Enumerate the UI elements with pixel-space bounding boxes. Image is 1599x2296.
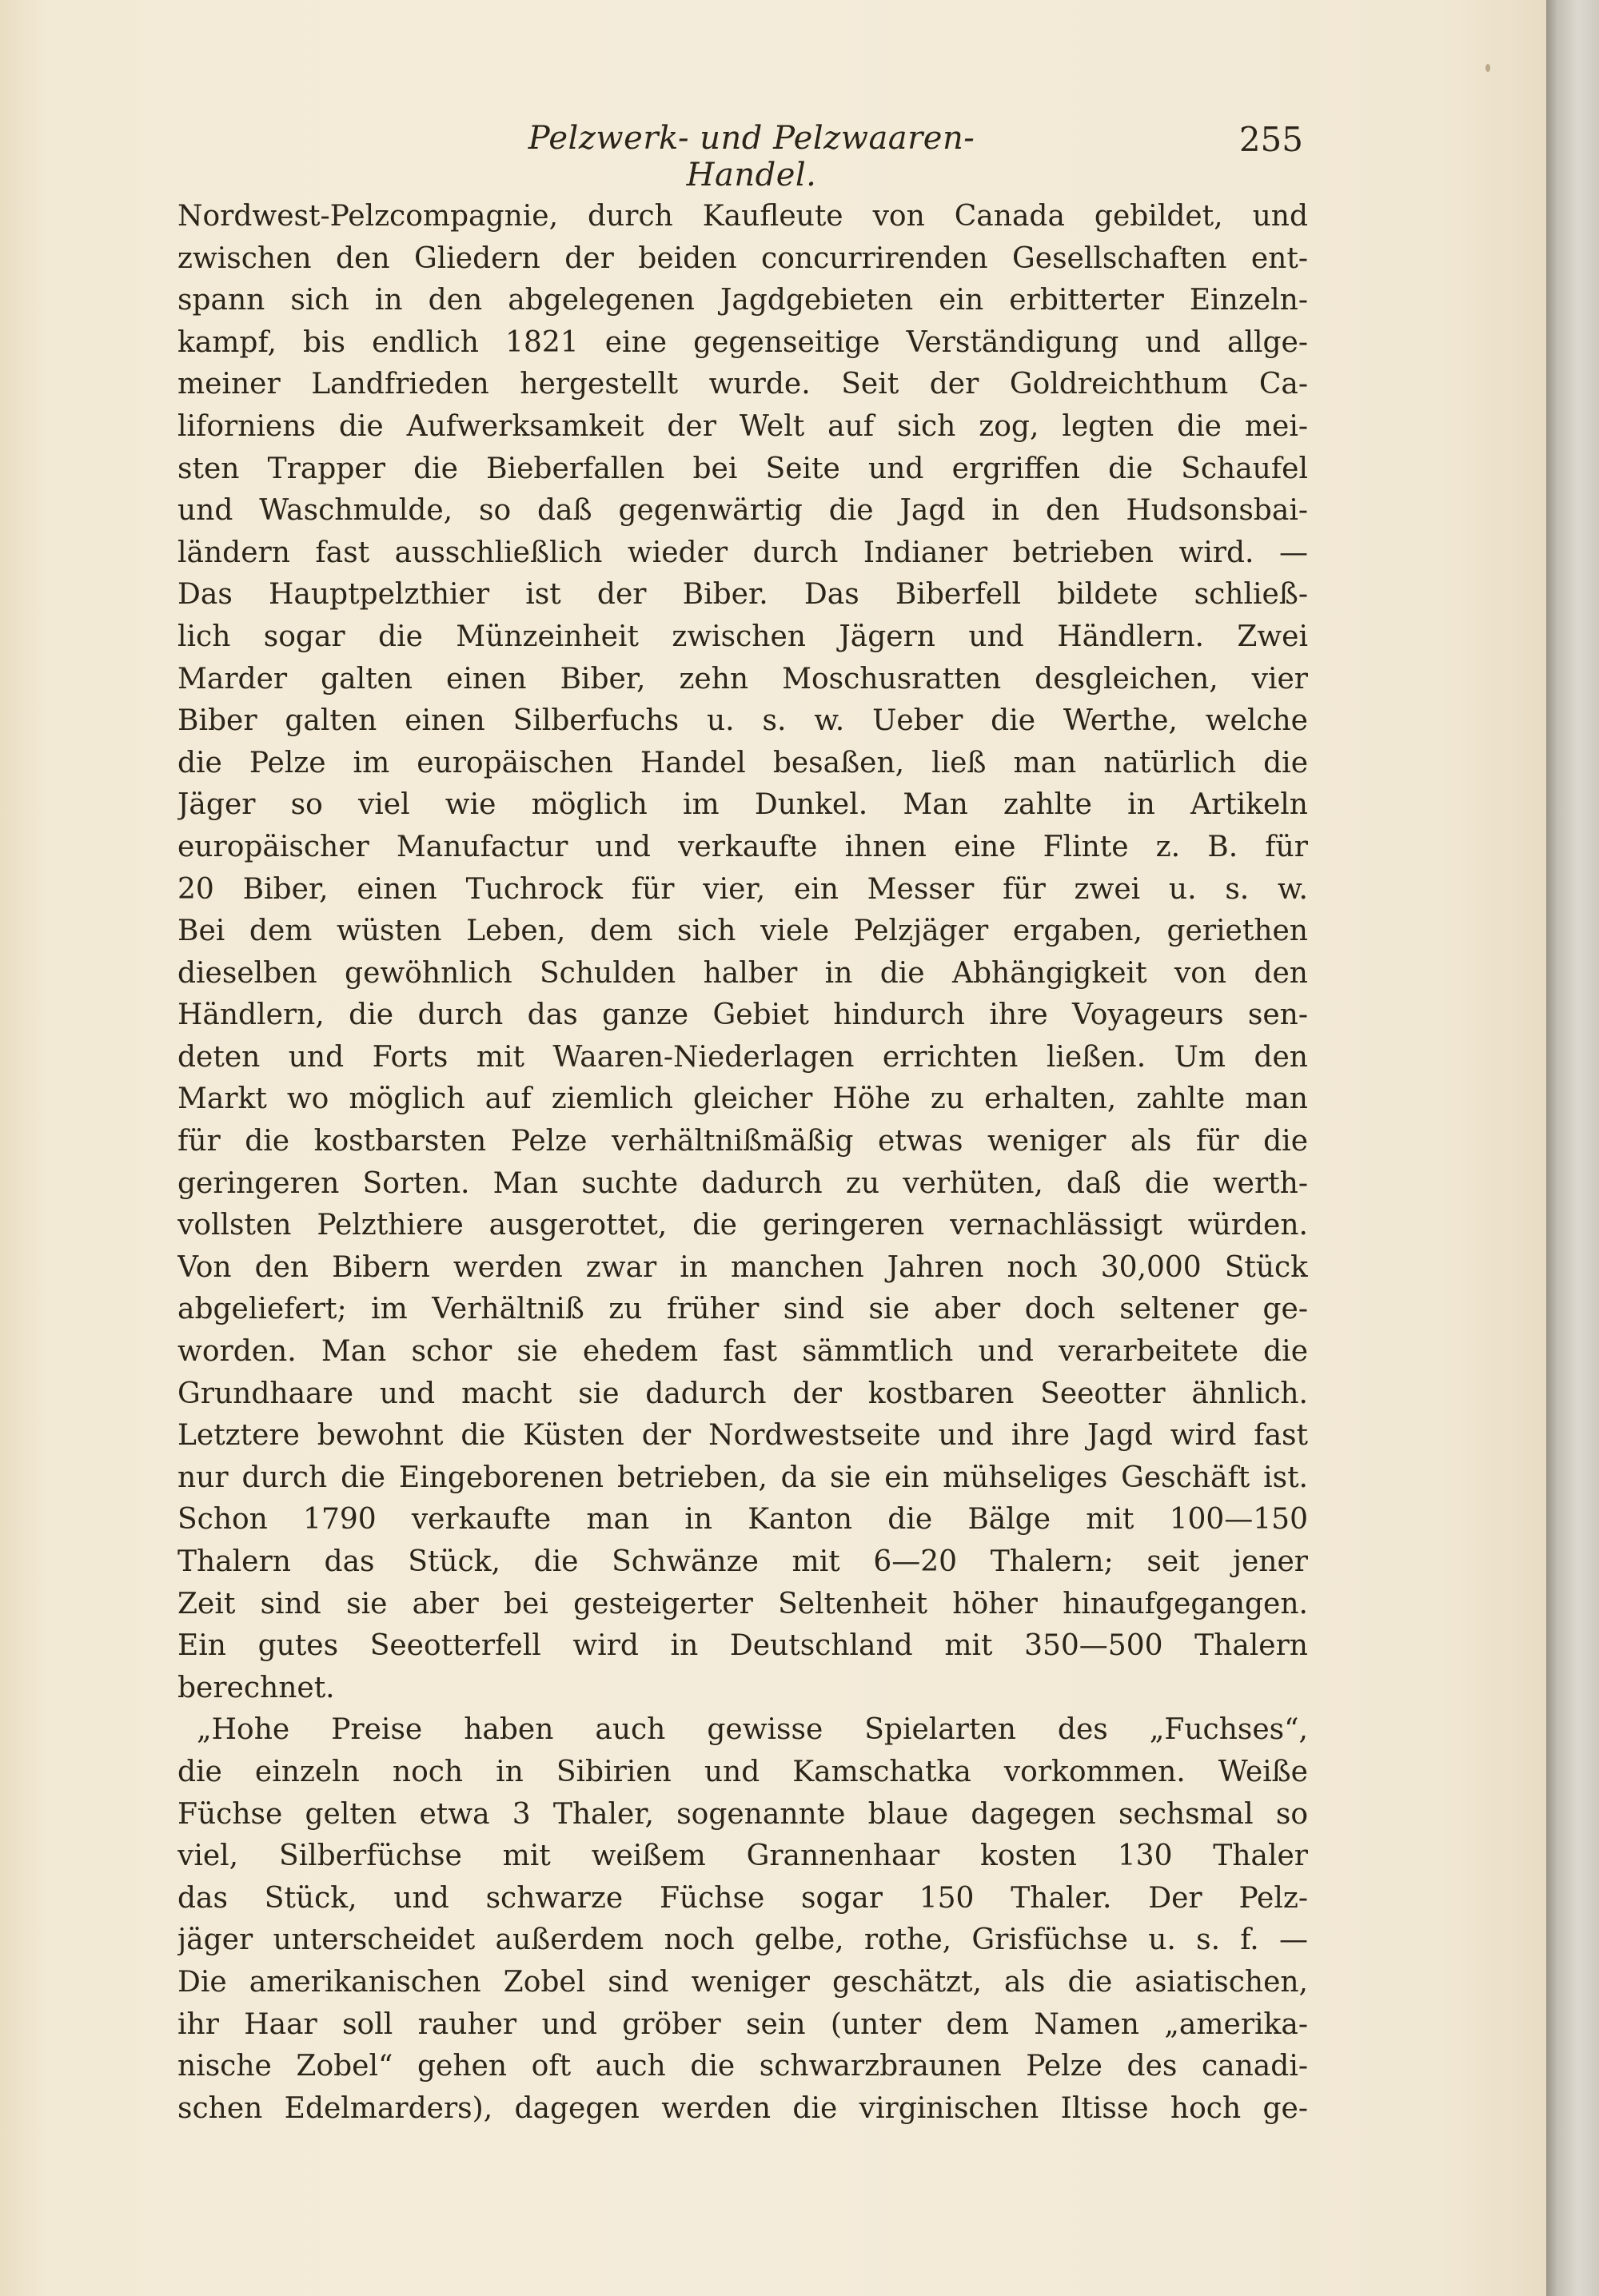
text-line: vollsten Pelzthiere ausgerottet, die geringeren vernachlässigt würden.	[177, 1209, 1308, 1242]
text-line: Ein gutes Seeotterfell wird in Deutschland mit 350—500 Thalern	[177, 1629, 1308, 1663]
text-line: „Hohe Preise haben auch gewisse Spielarten des „Fuchses“,	[197, 1713, 1308, 1747]
text-line: Biber galten einen Silberfuchs u. s. w. Ueber die Werthe, welche	[177, 704, 1308, 738]
text-line: nische Zobel“ gehen oft auch die schwarzbraunen Pelze des canadi-	[177, 2050, 1308, 2083]
text-line: jäger unterscheidet außerdem noch gelbe, rothe, Grisfüchse u. s. f. —	[177, 1923, 1308, 1957]
text-line: Schon 1790 verkaufte man in Kanton die Bälge mit 100—150	[177, 1503, 1308, 1537]
text-line: geringeren Sorten. Man suchte dadurch zu verhüten, daß die werth-	[177, 1166, 1308, 1200]
text-line: Marder galten einen Biber, zehn Moschusratten desgleichen, vier	[177, 662, 1308, 696]
text-line: liforniens die Aufwerksamkeit der Welt auf sich zog, legten die mei-	[177, 409, 1308, 443]
text-line: Thalern das Stück, die Schwänze mit 6—20 Thalern; seit jener	[177, 1545, 1308, 1578]
text-line: worden. Man schor sie ehedem fast sämmtlich und verarbeitete die	[177, 1335, 1308, 1369]
running-title: Pelzwerk- und Pelzwaaren-Handel.	[528, 120, 975, 193]
text-line: Nordwest-Pelzcompagnie, durch Kaufleute von Canada gebildet, und	[177, 200, 1308, 233]
text-line: Das Hauptpelzthier ist der Biber. Das Biberfell bildete schließ-	[177, 578, 1308, 612]
text-line: Zeit sind sie aber bei gesteigerter Seltenheit höher hinaufgegangen.	[177, 1587, 1308, 1620]
text-line: Markt wo möglich auf ziemlich gleicher Höhe zu erhalten, zahlte man	[177, 1082, 1308, 1116]
text-line: spann sich in den abgelegenen Jagdgebieten ein erbitterter Einzeln-	[177, 284, 1308, 317]
text-line: deten und Forts mit Waaren-Niederlagen errichten ließen. Um den	[177, 1040, 1308, 1074]
paper-speck	[1485, 64, 1490, 72]
text-line: Bei dem wüsten Leben, dem sich viele Pelzjäger ergaben, geriethen	[177, 915, 1308, 948]
text-line: nur durch die Eingeborenen betrieben, da sie ein mühseliges Geschäft ist.	[177, 1461, 1308, 1494]
text-line: 20 Biber, einen Tuchrock für vier, ein Messer für zwei u. s. w.	[177, 872, 1308, 906]
text-line: für die kostbarsten Pelze verhältnißmäßig etwas weniger als für die	[177, 1125, 1308, 1158]
paragraph-2	[177, 1709, 1308, 2130]
text-line: Händlern, die durch das ganze Gebiet hindurch ihre Voyageurs sen-	[177, 999, 1308, 1032]
text-line: Grundhaare und macht sie dadurch der kostbaren Seeotter ähnlich.	[177, 1377, 1308, 1410]
text-line: europäischer Manufactur und verkaufte ihnen eine Flinte z. B. für	[177, 830, 1308, 863]
text-line: berechnet.	[177, 1671, 335, 1704]
text-line: kampf, bis endlich 1821 eine gegenseitige Verständigung und allge-	[177, 325, 1308, 359]
text-line: Füchse gelten etwa 3 Thaler, sogenannte blaue dagegen sechsmal so	[177, 1797, 1308, 1831]
body-text	[177, 196, 1308, 2130]
text-line: ihr Haar soll rauher und gröber sein (unter dem Namen „amerika-	[177, 2007, 1308, 2041]
text-line: und Waschmulde, so daß gegenwärtig die Jagd in den Hudsonsbai-	[177, 494, 1308, 528]
text-line: Von den Bibern werden zwar in manchen Jahren noch 30,000 Stück	[177, 1250, 1308, 1284]
text-line: die einzeln noch in Sibirien und Kamschatka vorkommen. Weiße	[177, 1755, 1308, 1788]
page-number: 255	[1238, 120, 1303, 159]
page-edge-shadow	[1546, 0, 1599, 2296]
text-line: meiner Landfrieden hergestellt wurde. Seit der Goldreichthum Ca-	[177, 368, 1308, 401]
text-line: ländern fast ausschließlich wieder durch Indianer betrieben wird. —	[177, 536, 1308, 569]
paragraph-1	[177, 196, 1308, 1709]
text-line: abgeliefert; im Verhältniß zu früher sind sie aber doch seltener ge-	[177, 1293, 1308, 1326]
text-line: Jäger so viel wie möglich im Dunkel. Man zahlte in Artikeln	[177, 788, 1308, 822]
text-line: sten Trapper die Bieberfallen bei Seite und ergriffen die Schaufel	[177, 452, 1308, 485]
text-line: viel, Silberfüchse mit weißem Grannenhaar kosten 130 Thaler	[177, 1840, 1308, 1873]
text-line: das Stück, und schwarze Füchse sogar 150 Thaler. Der Pelz-	[177, 1881, 1308, 1915]
text-line: die Pelze im europäischen Handel besaßen, ließ man natürlich die	[177, 746, 1308, 779]
text-line: Die amerikanischen Zobel sind weniger geschätzt, als die asiatischen,	[177, 1965, 1308, 1999]
text-line: Letztere bewohnt die Küsten der Nordwestseite und ihre Jagd wird fast	[177, 1419, 1308, 1453]
text-line: schen Edelmarders), dagegen werden die virginischen Iltisse hoch ge-	[177, 2091, 1308, 2125]
text-line: dieselben gewöhnlich Schulden halber in die Abhängigkeit von den	[177, 956, 1308, 990]
text-line: zwischen den Gliedern der beiden concurrirenden Gesellschaften ent-	[177, 241, 1308, 275]
text-line: lich sogar die Münzeinheit zwischen Jägern und Händlern. Zwei	[177, 620, 1308, 653]
